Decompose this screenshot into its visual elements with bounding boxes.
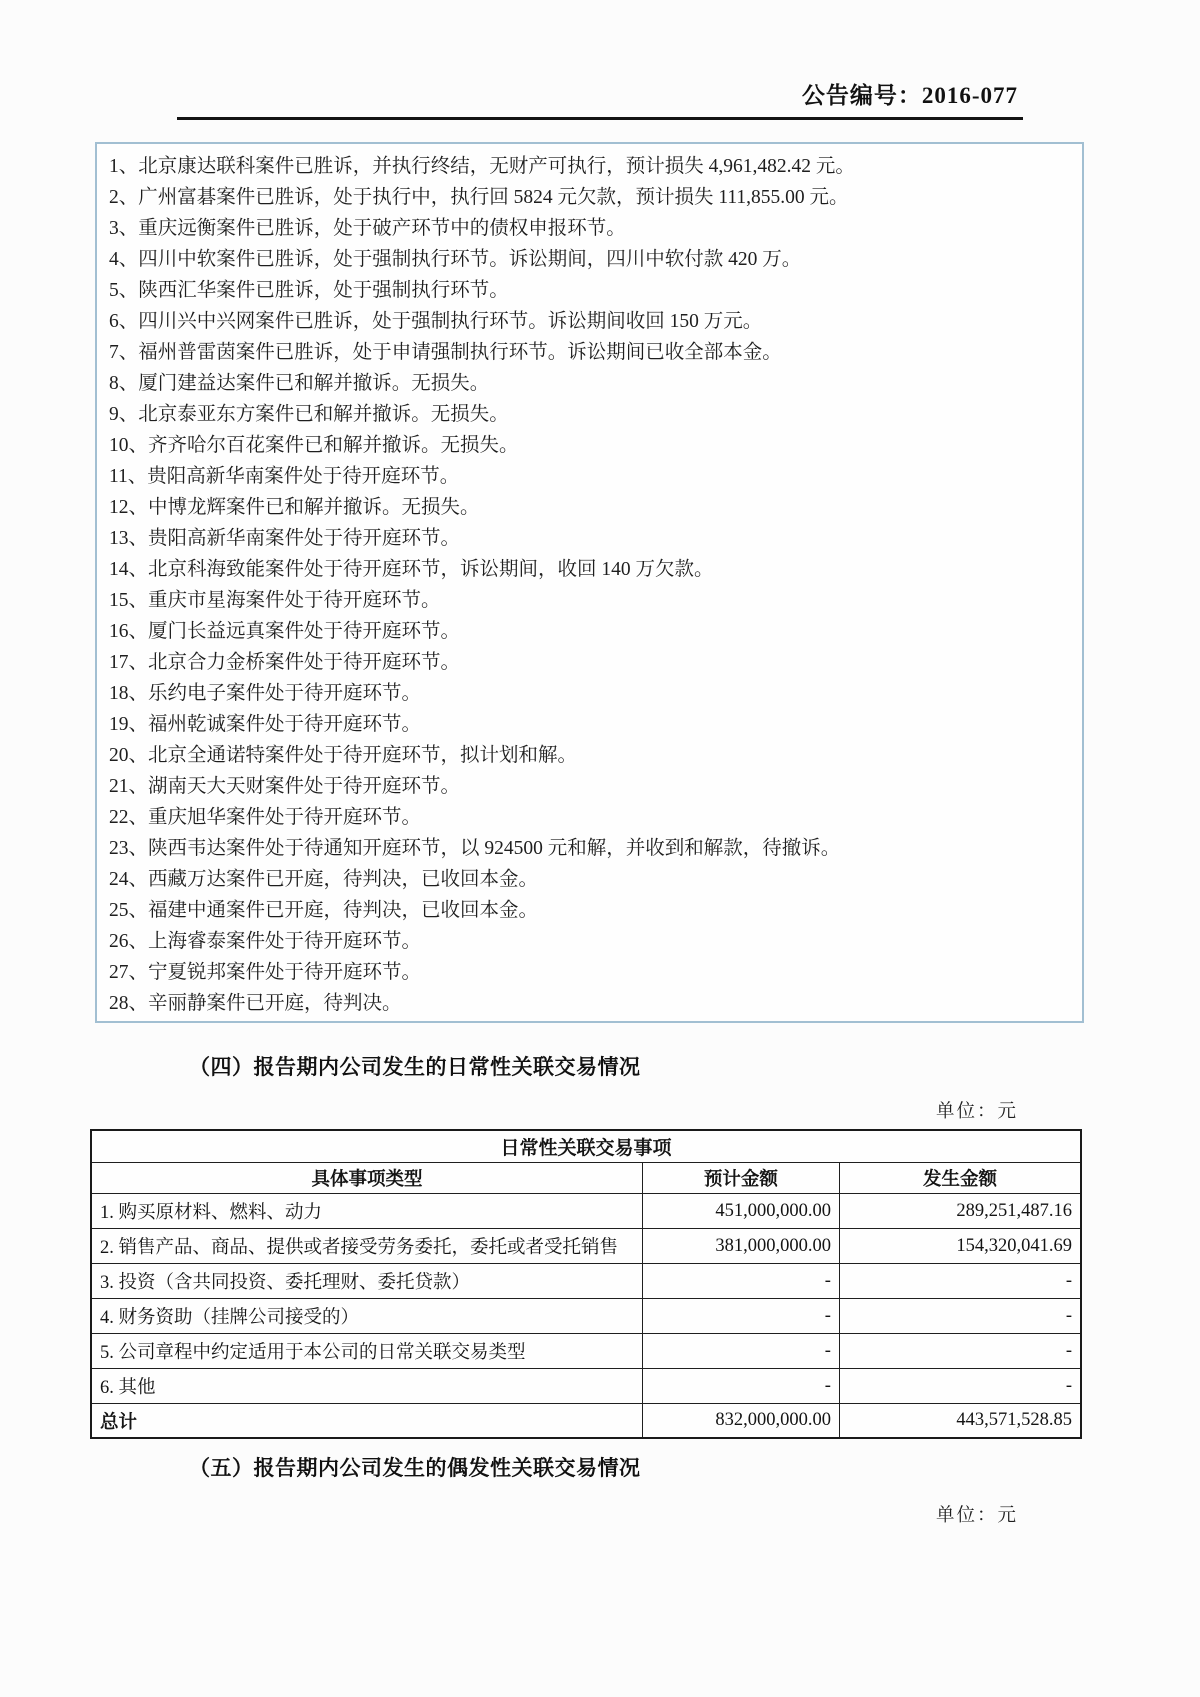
table-cell: - (642, 1299, 839, 1334)
table-cell: 289,251,487.16 (839, 1194, 1081, 1229)
list-item: 19、福州乾诚案件处于待开庭环节。 (109, 714, 422, 735)
table-cell: 总计 (91, 1404, 642, 1439)
table-cell: 1. 购买原材料、燃料、动力 (91, 1194, 642, 1229)
list-item: 16、厦门长益远真案件处于待开庭环节。 (109, 621, 461, 642)
table-row (91, 1194, 1081, 1229)
table-cell: - (839, 1264, 1081, 1299)
section-heading-4: （四）报告期内公司发生的日常性关联交易情况 (189, 1055, 641, 1079)
table-cell: 6. 其他 (91, 1369, 642, 1404)
table-cell: 4. 财务资助（挂牌公司接受的） (91, 1299, 642, 1334)
list-item: 22、重庆旭华案件处于待开庭环节。 (109, 807, 422, 828)
table-row (91, 1334, 1081, 1369)
unit-label: 单位：元 (935, 1506, 1018, 1526)
list-item: 2、广州富碁案件已胜诉，处于执行中，执行回 5824 元欠款，预计损失 111,855.00 元。 (109, 187, 849, 208)
table-header-row (91, 1163, 1081, 1194)
table-title-row (91, 1130, 1081, 1163)
list-item: 14、北京科海致能案件处于待开庭环节，诉讼期间，收回 140 万欠款。 (109, 559, 714, 580)
list-item: 13、贵阳高新华南案件处于待开庭环节。 (109, 528, 461, 549)
table-cell: 832,000,000.00 (642, 1404, 839, 1439)
related-transactions-table (90, 1129, 1082, 1439)
list-item: 3、重庆远衡案件已胜诉，处于破产环节中的债权申报环节。 (109, 218, 626, 239)
list-item: 7、福州普雷茵案件已胜诉，处于申请强制执行环节。诉讼期间已收全部本金。 (109, 342, 782, 363)
list-item: 24、西藏万达案件已开庭，待判决，已收回本金。 (109, 869, 539, 890)
list-item: 1、北京康达联科案件已胜诉，并执行终结，无财产可执行，预计损失 4,961,482.42 元。 (109, 156, 855, 177)
announcement-number: 公告编号：2016-077 (801, 83, 1018, 108)
list-item: 27、宁夏锐邦案件处于待开庭环节。 (109, 962, 422, 983)
table-cell: 154,320,041.69 (839, 1229, 1081, 1264)
column-header: 预计金额 (642, 1163, 839, 1194)
list-item: 9、北京泰亚东方案件已和解并撤诉。无损失。 (109, 404, 509, 425)
table-cell: - (642, 1334, 839, 1369)
unit-label: 单位：元 (935, 1102, 1018, 1122)
list-item: 5、陕西汇华案件已胜诉，处于强制执行环节。 (109, 280, 509, 301)
column-header: 发生金额 (839, 1163, 1081, 1194)
list-item: 8、厦门建益达案件已和解并撤诉。无损失。 (109, 373, 490, 394)
list-item: 17、北京合力金桥案件处于待开庭环节。 (109, 652, 461, 673)
list-item: 6、四川兴中兴网案件已胜诉，处于强制执行环节。诉讼期间收回 150 万元。 (109, 311, 763, 332)
list-item: 11、贵阳高新华南案件处于待开庭环节。 (109, 466, 460, 487)
list-item: 12、中博龙辉案件已和解并撤诉。无损失。 (109, 497, 480, 518)
table-cell: 2. 销售产品、商品、提供或者接受劳务委托，委托或者受托销售 (91, 1229, 642, 1264)
list-item: 4、四川中软案件已胜诉，处于强制执行环节。诉讼期间，四川中软付款 420 万。 (109, 249, 802, 270)
list-item: 23、陕西韦达案件处于待通知开庭环节，以 924500 元和解，并收到和解款，待撤诉。 (109, 838, 841, 859)
table-row (91, 1299, 1081, 1334)
table-cell: - (839, 1369, 1081, 1404)
header-rule (177, 117, 1023, 120)
table-cell: - (642, 1369, 839, 1404)
total-row (91, 1404, 1081, 1439)
column-header: 具体事项类型 (91, 1163, 642, 1194)
case-list-box (95, 142, 1084, 1023)
table-cell: 5. 公司章程中约定适用于本公司的日常关联交易类型 (91, 1334, 642, 1369)
list-item: 25、福建中通案件已开庭，待判决，已收回本金。 (109, 900, 539, 921)
table-title: 日常性关联交易事项 (91, 1130, 1081, 1163)
table-cell: - (839, 1299, 1081, 1334)
section-heading-5: （五）报告期内公司发生的偶发性关联交易情况 (189, 1456, 641, 1480)
list-item: 20、北京全通诺特案件处于待开庭环节，拟计划和解。 (109, 745, 578, 766)
table-cell: 443,571,528.85 (839, 1404, 1081, 1439)
table-row (91, 1229, 1081, 1264)
list-item: 15、重庆市星海案件处于待开庭环节。 (109, 590, 441, 611)
list-item: 26、上海睿泰案件处于待开庭环节。 (109, 931, 422, 952)
list-item: 10、齐齐哈尔百花案件已和解并撤诉。无损失。 (109, 435, 519, 456)
table-cell: 451,000,000.00 (642, 1194, 839, 1229)
table-cell: 381,000,000.00 (642, 1229, 839, 1264)
list-item: 28、辛丽静案件已开庭，待判决。 (109, 993, 402, 1014)
table-row (91, 1264, 1081, 1299)
table-cell: - (839, 1334, 1081, 1369)
list-item: 21、湖南天大天财案件处于待开庭环节。 (109, 776, 461, 797)
table-cell: - (642, 1264, 839, 1299)
table-row (91, 1369, 1081, 1404)
table-cell: 3. 投资（含共同投资、委托理财、委托贷款） (91, 1264, 642, 1299)
list-item: 18、乐约电子案件处于待开庭环节。 (109, 683, 422, 704)
